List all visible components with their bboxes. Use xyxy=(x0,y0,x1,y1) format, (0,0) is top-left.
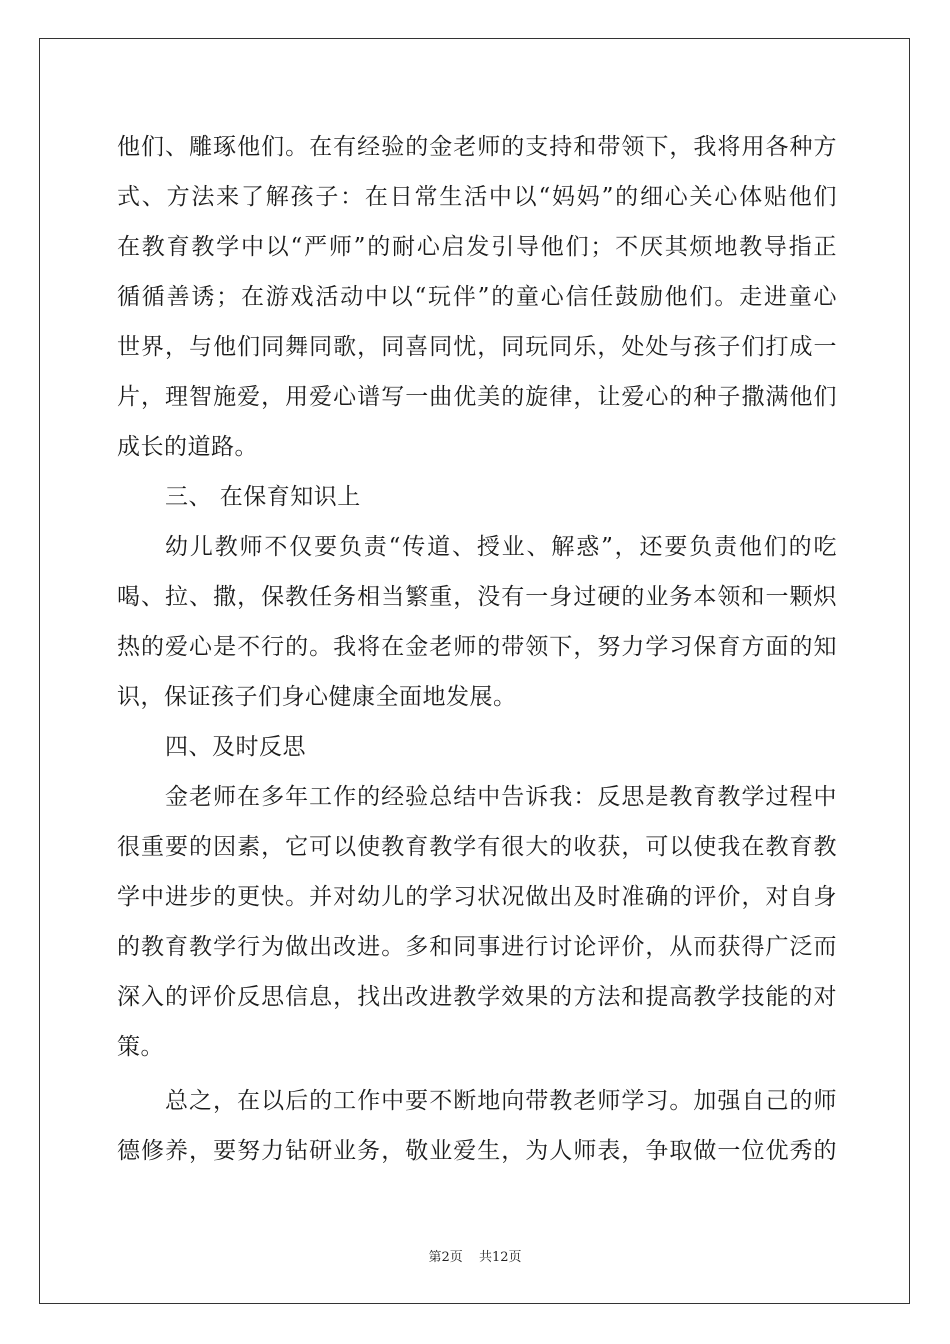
text-line: 策。 xyxy=(117,1034,164,1060)
section-heading: 四、及时反思 xyxy=(165,734,306,760)
text-line: 世界，与他们同舞同歌，同喜同忧，同玩同乐，处处与孩子们打成一 xyxy=(117,334,837,360)
text-line: 很重要的因素，它可以使教育教学有很大的收获，可以使我在教育教 xyxy=(117,834,837,860)
text-line: 的教育教学行为做出改进。多和同事进行讨论评价，从而获得广泛而 xyxy=(117,934,837,960)
text-line: 德修养，要努力钻研业务，敬业爱生，为人师表，争取做一位优秀的 xyxy=(117,1138,837,1164)
page-total: 共12页 xyxy=(478,1250,522,1265)
text-line: 深入的评价反思信息，找出改进教学效果的方法和提高教学技能的对 xyxy=(117,984,837,1010)
document-body xyxy=(117,122,837,1176)
text-line: 幼儿教师不仅要负责“传道、授业、解惑”，还要负责他们的吃 xyxy=(165,534,837,560)
text-line: 循循善诱；在游戏活动中以“玩伴”的童心信任鼓励他们。走进童心 xyxy=(117,284,837,310)
text-line: 喝、拉、撒，保教任务相当繁重，没有一身过硬的业务本领和一颗炽 xyxy=(117,584,837,610)
text-line: 识，保证孩子们身心健康全面地发展。 xyxy=(117,684,517,710)
text-line: 成长的道路。 xyxy=(117,434,258,460)
text-line: 片，理智施爱，用爱心谱写一曲优美的旋律，让爱心的种子撒满他们 xyxy=(117,384,837,410)
text-line: 热的爱心是不行的。我将在金老师的带领下，努力学习保育方面的知 xyxy=(117,634,837,660)
page-number: 第2页 xyxy=(428,1250,463,1265)
text-line: 总之，在以后的工作中要不断地向带教老师学习。加强自己的师 xyxy=(165,1088,837,1114)
page-footer xyxy=(0,1246,950,1265)
text-line: 在教育教学中以“严师”的耐心启发引导他们；不厌其烦地教导指正 xyxy=(117,234,837,260)
text-line: 他们、雕琢他们。在有经验的金老师的支持和带领下，我将用各种方 xyxy=(117,134,837,160)
text-line: 金老师在多年工作的经验总结中告诉我：反思是教育教学过程中 xyxy=(165,784,837,810)
text-line: 式、方法来了解孩子：在日常生活中以“妈妈”的细心关心体贴他们 xyxy=(117,184,837,210)
section-heading: 三、 在保育知识上 xyxy=(165,484,361,510)
text-line: 学中进步的更快。并对幼儿的学习状况做出及时准确的评价，对自身 xyxy=(117,884,837,910)
